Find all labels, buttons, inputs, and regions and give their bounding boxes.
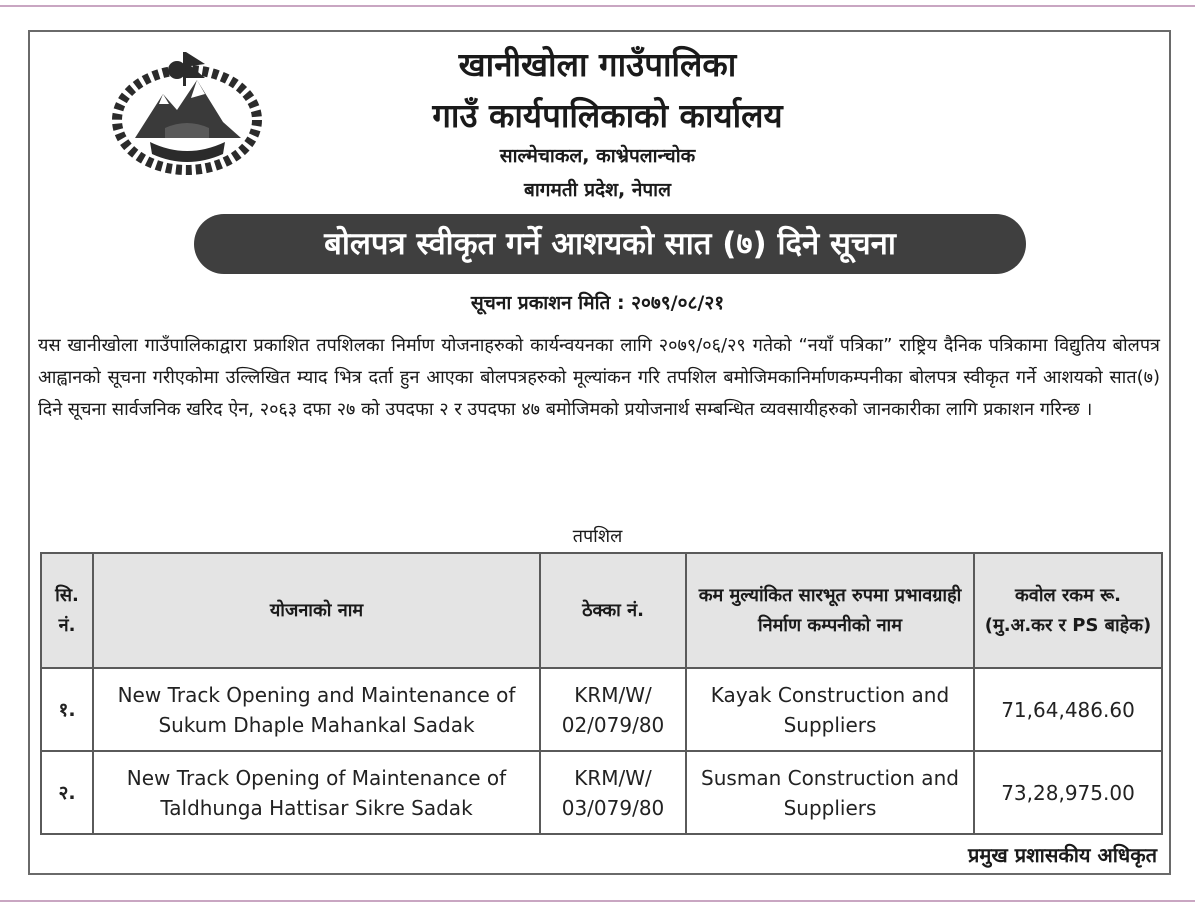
office-title: गाउँ कार्यपालिकाको कार्यालय — [432, 96, 783, 135]
publication-date: सूचना प्रकाशन मिति : २०७९/०८/२१ — [470, 292, 725, 314]
header-sn: सि. नं. — [41, 553, 93, 668]
row-company: Kayak Construction and Suppliers — [686, 668, 974, 751]
header-project: योजनाको नाम — [93, 553, 540, 668]
address-line-2: बागमती प्रदेश, नेपाल — [524, 179, 671, 201]
header-contract: ठेक्का नं. — [540, 553, 686, 668]
bottom-divider — [0, 900, 1195, 902]
notice-body: यस खानीखोला गाउँपालिकाद्वारा प्रकाशित तपशिलका निर्माण योजनाहरुको कार्यन्वयनका लागि २०७९/०६/२९ गतेको “नयाँ पत्रिका” राष्ट्रिय दैनिक पत्रिकामा विद्युतिय बोलपत्र आह्वानको सूचना गरीएकोमा उल्लिखित म्याद भित्र दर्ता हुन आएका बोलपत्रहरुको मूल्यांकन गरि तपशिल बमोजिमकानिर्माणकम्पनीका बोलपत्र स्वीकृत गर्ने आशयको सात(७) दिने सूचना सार्वजनिक खरिद ऐन, २०६३ दफा २७ को उपदफा २ र उपदफा ४७ बमोजिमको प्रयोजनार्थ सम्बन्धित व्यवसायीहरुको जानकारीका लागि प्रकाशन गरिन्छ । — [38, 335, 1160, 420]
row-sn: १. — [41, 668, 93, 751]
row-sn: २. — [41, 751, 93, 834]
table-header-row — [41, 553, 1162, 668]
header-amount: कवोल रकम रू. (मु.अ.कर र PS बाहेक) — [974, 553, 1162, 668]
schedule-label: तपशिल — [572, 526, 623, 547]
notice-title-banner: बोलपत्र स्वीकृत गर्ने आशयको सात (७) दिने सूचना — [194, 214, 1026, 274]
address-line-1: साल्मेचाकल, काभ्रेपलान्चोक — [499, 145, 696, 167]
table-row — [41, 668, 1162, 751]
bid-table — [40, 552, 1163, 835]
row-amount: 71,64,486.60 — [974, 668, 1162, 751]
row-contract: KRM/W/ 03/079/80 — [540, 751, 686, 834]
header-company: कम मुल्यांकित सारभूत रुपमा प्रभावग्राही निर्माण कम्पनीको नाम — [686, 553, 974, 668]
row-project: New Track Opening and Maintenance of Sukum Dhaple Mahankal Sadak — [93, 668, 540, 751]
table-row — [41, 751, 1162, 834]
office-name: खानीखोला गाउँपालिका — [458, 45, 737, 84]
row-project: New Track Opening of Maintenance of Taldhunga Hattisar Sikre Sadak — [93, 751, 540, 834]
top-divider — [0, 5, 1195, 7]
signature-designation: प्रमुख प्रशासकीय अधिकृत — [968, 843, 1157, 867]
row-company: Susman Construction and Suppliers — [686, 751, 974, 834]
row-contract: KRM/W/ 02/079/80 — [540, 668, 686, 751]
row-amount: 73,28,975.00 — [974, 751, 1162, 834]
